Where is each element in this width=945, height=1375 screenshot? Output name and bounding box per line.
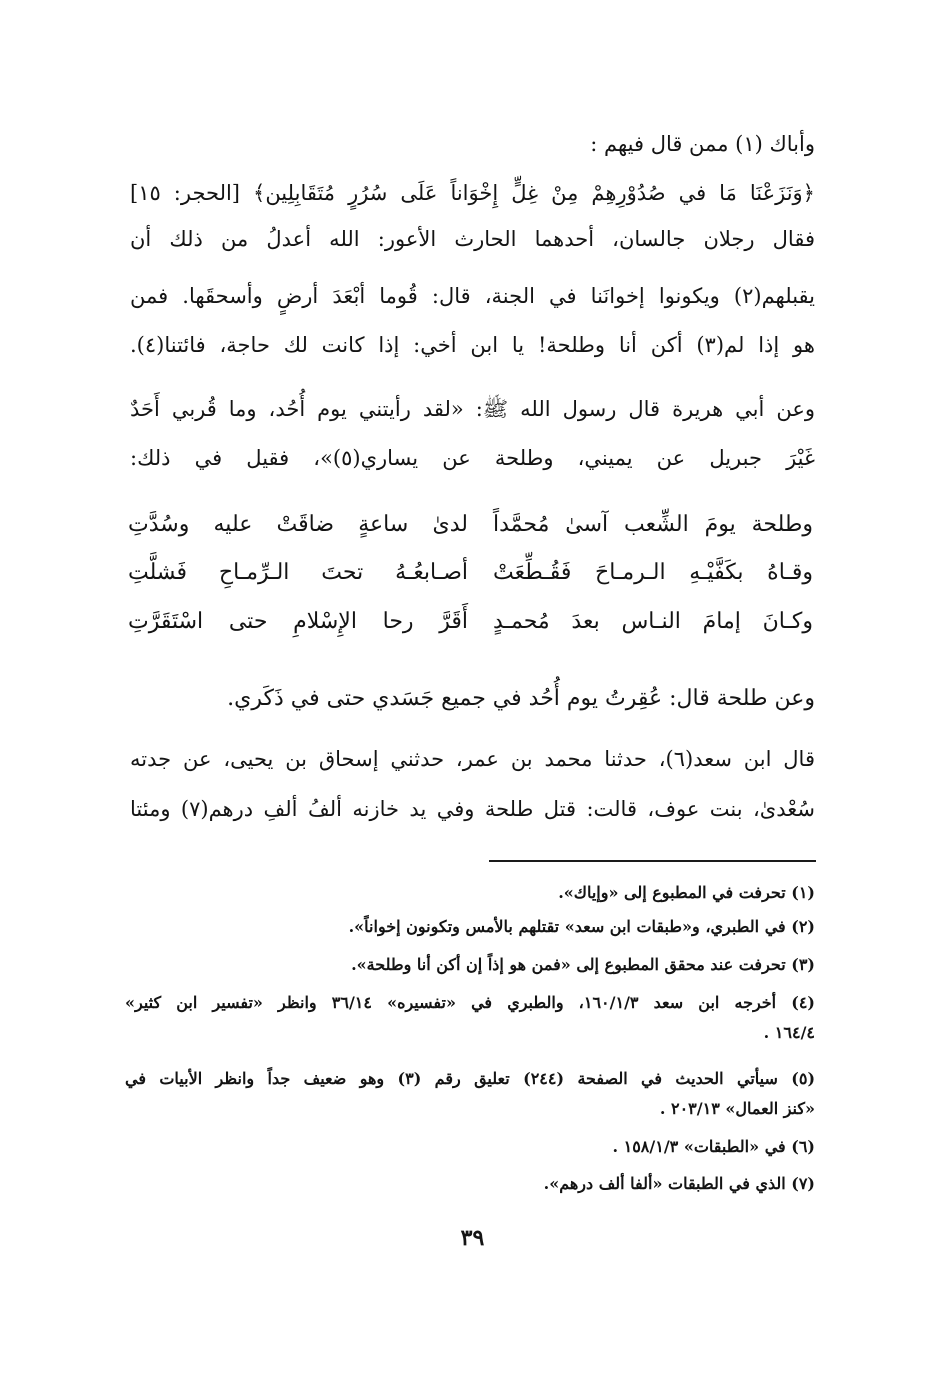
body-line-1: وأباك (١) ممن قال فيهم : xyxy=(590,132,815,156)
body-line-6: وعن أبي هريرة قال رسول الله ﷺ: «لقد رأيتني يوم أُحُد، وما قُربي أَحَدٌ xyxy=(130,397,815,421)
verse-second-hemistich: لدىٰ ساعةٍ ضاقَتْ عليه وسُدَّتِ xyxy=(128,512,468,537)
body-line-7: غَيْرَ جبريل عن يميني، وطلحة عن يساري(٥)»، فقيل في ذلك: xyxy=(130,446,815,470)
body-line-5: هو إذا لم(٣) أكن أنا وطلحة! يا ابن أخي: إذا كانت لك حاجة، فائتنا(٤). xyxy=(130,333,815,357)
footnote-4-cont: ١٦٤/٤ . xyxy=(763,1023,815,1042)
footnote-1: (١) تحرفت في المطبوع إلى «وإياك». xyxy=(558,883,815,902)
footnote-separator xyxy=(489,860,816,862)
verse-first-hemistich: وقـاهُ بكَفَّيْـهِ الـرمـاحَ فَقُـطِّعَتْ xyxy=(493,560,813,585)
body-line-3: فقال رجلان جالسان، أحدهما الحارث الأعور: الله أعدلُ من ذلك أن xyxy=(130,227,815,251)
quran-verse-line: ﴿وَنَزَعْنَا مَا في صُدُوْرِهِمْ مِنْ غِلٍّ إِخْوَاناً عَلَى سُرُرٍ مُتَقَابِلِين﴾ [الحجر: ١٥] xyxy=(130,181,815,205)
verse-second-hemistich: أصـابعُـهُ تحتَ الـرِّمـاحِ فَشلَّتِ xyxy=(128,560,468,585)
body-line-4: يقبلهم(٢) ويكونوا إخوانَنا في الجنة، قال: قُوما أبْعَدَ أرضٍ وأسحقَها. فمن xyxy=(130,284,815,308)
footnote-4: (٤) أخرجه ابن سعد ١٦٠/١/٣، والطبري في «تفسيره» ٣٦/١٤ وانظر «تفسير ابن كثير» xyxy=(125,993,815,1012)
body-line-8: وعن طلحة قال: عُقِرتُ يوم أُحُد في جميع جَسَدي حتى في ذَكَري. xyxy=(227,686,815,711)
footnote-5-cont: «كنز العمال» ٢٠٣/١٣ . xyxy=(659,1099,815,1118)
footnote-6: (٦) في «الطبقات» ١٥٨/١/٣ . xyxy=(612,1137,815,1156)
footnote-7: (٧) الذي في الطبقات «ألفا ألف درهم». xyxy=(543,1174,815,1193)
footnote-5: (٥) سيأتي الحديث في الصفحة (٢٤٤) تعليق رقم (٣) وهو ضعيف جداً وانظر الأبيات في xyxy=(125,1069,816,1088)
page-number: ٣٩ xyxy=(460,1225,485,1251)
verse-first-hemistich: وطلحة يومَ الشِّعب آسىٰ مُحمَّداً xyxy=(493,512,813,537)
body-line-9: قال ابن سعد(٦)، حدثنا محمد بن عمر، حدثني إسحاق بن يحيى، عن جدته xyxy=(130,747,815,771)
verse-second-hemistich: أَقَرَّ رحا الإِسْلامِ حتى اسْتَقَرَّتِ xyxy=(128,609,468,634)
footnote-3: (٣) تحرفت عند محقق المطبوع إلى «فمن هو إذاً إن أكن أنا وطلحة». xyxy=(351,955,815,974)
body-line-10: سُعْدىٰ، بنت عوف، قالت: قتل طلحة وفي يد خازنه ألفُ ألفِ درهم(٧) ومئتا xyxy=(130,797,815,821)
poem-verse-1 xyxy=(128,512,813,552)
verse-first-hemistich: وكـانَ إمامَ النـاس بعدَ مُحمـدٍ xyxy=(493,609,813,634)
poem-verse-2 xyxy=(128,560,813,600)
poem-verse-3 xyxy=(128,609,813,649)
footnote-2: (٢) في الطبري، و«طبقات ابن سعد» تقتلهم بالأمس وتكونون إخواناً». xyxy=(348,917,815,936)
